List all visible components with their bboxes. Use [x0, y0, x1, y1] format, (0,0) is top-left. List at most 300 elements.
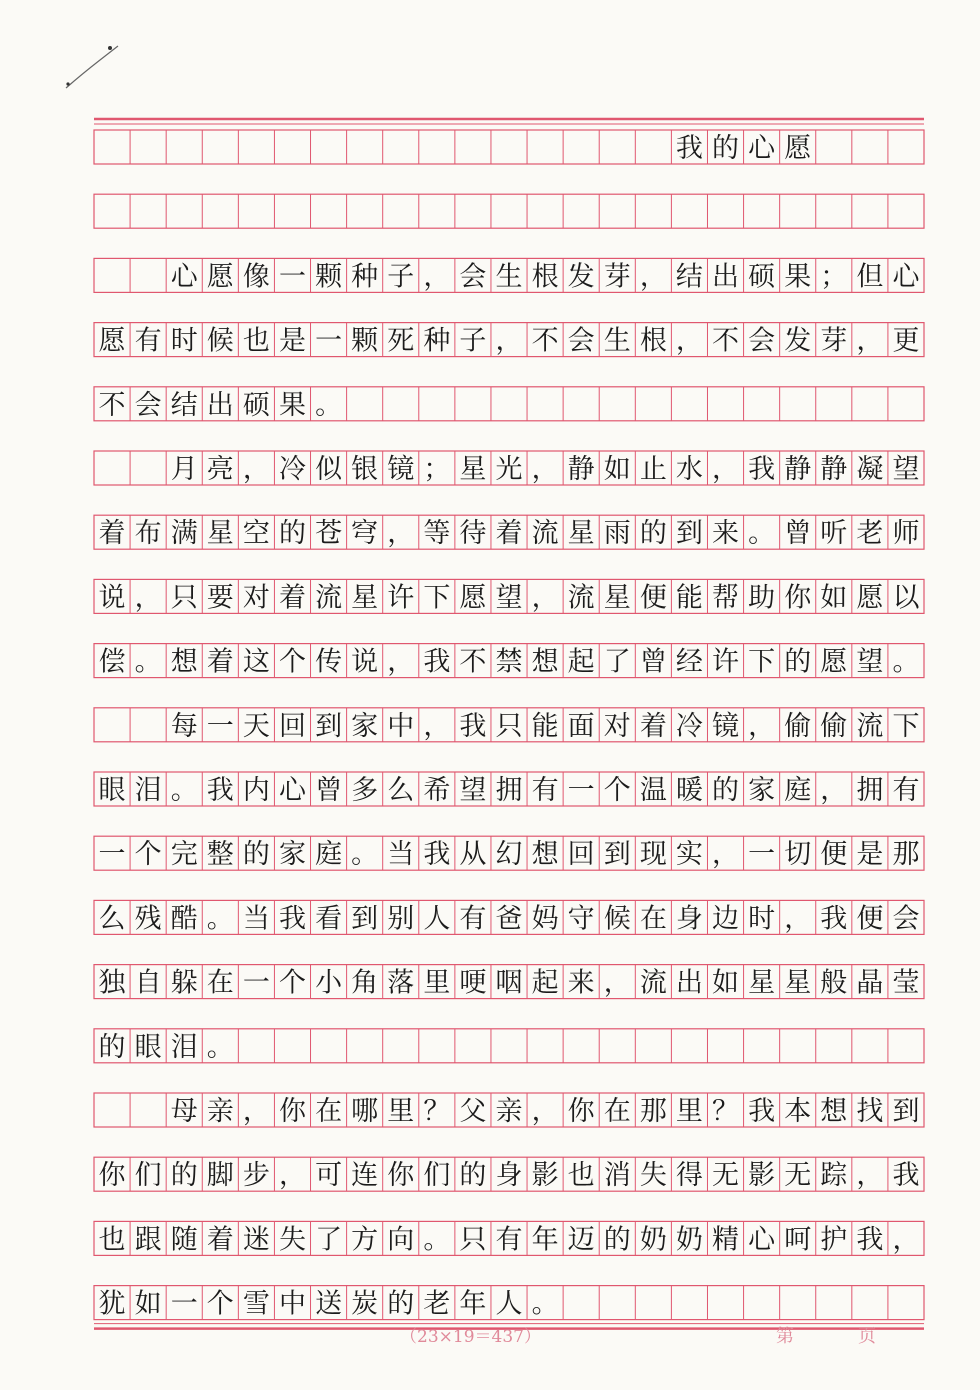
grid-char: 家 — [278, 839, 306, 871]
grid-char: 在 — [315, 1096, 343, 1127]
grid-char: 一 — [170, 1288, 198, 1320]
grid-char: 们 — [423, 1160, 451, 1192]
grid-char: 在 — [206, 967, 234, 999]
grid-char: ， — [387, 646, 415, 678]
grid-char: 看 — [315, 903, 343, 935]
grid-char: 中 — [278, 1288, 306, 1320]
grid-char: 拥 — [495, 775, 523, 806]
grid-char: 来 — [567, 967, 595, 999]
grid-char: 着 — [495, 518, 523, 550]
grid-char: 到 — [892, 1096, 920, 1127]
grid-char: 拥 — [856, 775, 884, 806]
grid-char: 得 — [675, 1160, 703, 1192]
grid-char: 了 — [315, 1224, 343, 1256]
grid-char: ？ — [712, 1096, 740, 1127]
grid-char: 你 — [784, 582, 812, 614]
grid-char: 父 — [459, 1096, 487, 1127]
grid-char: 会 — [459, 261, 487, 293]
grid-char: ， — [748, 710, 776, 742]
grid-char: 爸 — [495, 903, 523, 935]
grid-char: 你 — [98, 1160, 126, 1192]
grid-char: 心 — [748, 133, 776, 164]
grid-char: 望 — [892, 454, 920, 485]
grid-char: 是 — [278, 325, 306, 357]
grid-char: 有 — [892, 775, 920, 806]
grid-char: ， — [675, 325, 703, 357]
grid-char: 苍 — [315, 518, 343, 550]
grid-char: 光 — [495, 454, 523, 485]
grid-char: 着 — [206, 1224, 234, 1256]
grid-char: 流 — [856, 710, 884, 742]
grid-char: 般 — [820, 967, 848, 999]
grid-char: 当 — [242, 903, 270, 935]
grid-char: 水 — [675, 454, 703, 485]
grid-char: 里 — [387, 1096, 415, 1127]
grid-char: 月 — [170, 454, 198, 485]
grid-char: 亲 — [206, 1096, 234, 1127]
grid-char: 身 — [675, 903, 703, 935]
grid-char: 里 — [423, 967, 451, 999]
grid-char: 便 — [820, 839, 848, 871]
grid-char: 起 — [567, 646, 595, 678]
grid-char: 如 — [712, 967, 740, 999]
text-line — [99, 390, 343, 421]
grid-char: 我 — [423, 646, 451, 678]
grid-char: 许 — [387, 582, 415, 614]
grid-char: 你 — [387, 1160, 415, 1192]
grid-char: 守 — [567, 903, 595, 935]
grid-char: 硕 — [748, 261, 776, 293]
grid-char: 角 — [351, 967, 379, 999]
grid-char: 到 — [675, 518, 703, 550]
text-line — [99, 582, 921, 613]
grid-char: 冷 — [675, 710, 703, 742]
grid-char: 我 — [820, 903, 848, 935]
text-line — [99, 518, 920, 549]
grid-char: 迈 — [567, 1224, 595, 1256]
grid-char: 也 — [567, 1160, 595, 1192]
grid-char: 的 — [278, 518, 306, 550]
grid-char: 家 — [351, 710, 379, 742]
grid-char: 呵 — [784, 1224, 812, 1256]
grid-char: 人 — [495, 1288, 523, 1320]
grid-char: 眼 — [134, 1031, 162, 1063]
grid-char: ， — [784, 903, 812, 935]
grid-char: 望 — [495, 582, 523, 614]
grid-char: 星 — [784, 967, 812, 999]
grid-char: 心 — [170, 261, 198, 293]
grid-char: 种 — [351, 261, 379, 293]
grid-char: 也 — [242, 325, 270, 357]
grid-char: 哽 — [459, 967, 487, 999]
grid-char: 候 — [206, 325, 234, 357]
grid-char: ， — [856, 1160, 884, 1192]
text-line — [99, 1289, 559, 1320]
grid-char: 一 — [567, 775, 595, 806]
text-line — [99, 775, 920, 806]
grid-char: 。 — [170, 775, 198, 806]
grid-char: 流 — [315, 582, 343, 614]
grid-char: ， — [712, 454, 740, 485]
page-number-label — [776, 1322, 876, 1348]
grid-char: ？ — [423, 1096, 451, 1127]
grid-char: 这 — [242, 646, 270, 678]
handwritten-essay — [99, 133, 921, 1320]
grid-char: 残 — [134, 903, 162, 935]
grid-char: ， — [134, 582, 162, 614]
grid-char: 希 — [423, 775, 451, 806]
grid-char: 发 — [784, 325, 812, 357]
grid-char: 脚 — [206, 1160, 234, 1192]
grid-char: 老 — [856, 518, 884, 550]
text-line — [171, 261, 921, 292]
grid-char: 我 — [892, 1160, 920, 1192]
grid-char: ， — [387, 518, 415, 550]
grid-char: 空 — [242, 518, 270, 550]
pen-scribble-mark — [62, 40, 122, 100]
grid-char: 莹 — [892, 967, 920, 999]
grid-char: 的 — [242, 839, 270, 871]
grid-char: 我 — [675, 133, 703, 164]
grid-char: 能 — [675, 582, 703, 614]
grid-char: 有 — [134, 325, 162, 357]
grid-char: 失 — [639, 1160, 667, 1192]
grid-char: 会 — [567, 325, 595, 357]
grid-char: 连 — [351, 1160, 379, 1192]
grid-char: 望 — [856, 646, 884, 678]
grid-char: 那 — [892, 839, 920, 871]
grid-char: 里 — [675, 1096, 703, 1127]
grid-char: 犹 — [98, 1288, 126, 1320]
grid-char: 偷 — [784, 710, 812, 742]
grid-char: 那 — [639, 1096, 667, 1127]
grid-char: 愿 — [98, 325, 126, 357]
grid-char: 静 — [820, 454, 848, 485]
grid-char: 如 — [134, 1288, 162, 1320]
grid-char: 的 — [387, 1288, 415, 1320]
grid-char: 冷 — [278, 454, 306, 485]
grid-char: 果 — [278, 389, 306, 421]
grid-char: 我 — [748, 454, 776, 485]
grid-char: 消 — [603, 1160, 631, 1192]
grid-char: 酷 — [170, 903, 198, 935]
grid-char: 帮 — [712, 582, 740, 614]
grid-char: 我 — [206, 775, 234, 806]
grid-char: 不 — [531, 325, 559, 357]
grid-char: ， — [242, 1096, 270, 1127]
grid-char: 我 — [459, 710, 487, 742]
grid-char: 身 — [495, 1160, 523, 1192]
grid-char: 一 — [278, 261, 306, 293]
grid-char: 镜 — [387, 454, 415, 485]
grid-char: 子 — [459, 325, 487, 357]
grid-char: 望 — [459, 775, 487, 806]
text-line — [99, 968, 920, 999]
grid-char: 你 — [278, 1096, 306, 1127]
grid-char: 只 — [495, 710, 523, 742]
grid-char: 到 — [603, 839, 631, 871]
grid-char: 们 — [134, 1160, 162, 1192]
grid-char: 可 — [315, 1160, 343, 1192]
grid-char: 的 — [639, 518, 667, 550]
grid-char: ； — [423, 454, 451, 485]
grid-char: 一 — [242, 967, 270, 999]
grid-char: 禁 — [495, 646, 523, 678]
grid-char: 星 — [603, 582, 631, 614]
grid-char: 步 — [242, 1160, 270, 1192]
grid-char: 到 — [315, 710, 343, 742]
grid-char: 暖 — [675, 775, 703, 806]
grid-char: 对 — [603, 710, 631, 742]
grid-char: 个 — [278, 646, 306, 678]
grid-char: 愿 — [459, 582, 487, 614]
grid-char: 回 — [567, 839, 595, 871]
grid-char: 许 — [712, 646, 740, 678]
text-line — [99, 326, 920, 357]
grid-char: 的 — [784, 646, 812, 678]
grid-char: 晶 — [856, 967, 884, 999]
grid-char: 老 — [423, 1288, 451, 1320]
grid-char: 我 — [748, 1096, 776, 1127]
grid-char: ， — [639, 261, 667, 293]
grid-char: ， — [278, 1160, 306, 1192]
grid-char: 哪 — [351, 1096, 379, 1127]
grid-char: 不 — [712, 325, 740, 357]
grid-char: 星 — [748, 967, 776, 999]
grid-char: 一 — [98, 839, 126, 871]
grid-char: 母 — [170, 1096, 198, 1127]
grid-char: 但 — [856, 261, 884, 293]
grid-char: 似 — [315, 454, 343, 485]
grid-char: 心 — [748, 1224, 776, 1256]
grid-char: 是 — [856, 839, 884, 871]
grid-char: 来 — [712, 518, 740, 550]
grid-char: 助 — [748, 582, 776, 614]
grid-char: 曾 — [784, 518, 812, 550]
grid-char: 迷 — [242, 1224, 270, 1256]
grid-char: 满 — [170, 518, 198, 550]
grid-char: 静 — [784, 454, 812, 485]
grid-char: 愿 — [206, 261, 234, 293]
grid-char: 炭 — [351, 1288, 379, 1320]
grid-char: 从 — [459, 839, 487, 871]
grid-char: 么 — [387, 775, 415, 806]
grid-char: 流 — [567, 582, 595, 614]
grid-char: 想 — [531, 839, 559, 871]
grid-char: 也 — [98, 1224, 126, 1256]
grid-char: 便 — [856, 903, 884, 935]
grid-char: 当 — [387, 839, 415, 871]
grid-char: 的 — [98, 1031, 126, 1063]
grid-char: 亮 — [206, 454, 234, 485]
grid-char: 了 — [603, 646, 631, 678]
grid-char: 着 — [639, 710, 667, 742]
grid-char: ， — [712, 839, 740, 871]
grid-row — [94, 194, 924, 228]
grid-char: 雪 — [242, 1288, 270, 1320]
grid-char: 经 — [675, 646, 703, 678]
grid-char: 不 — [459, 646, 487, 678]
grid-char: 凝 — [856, 454, 884, 485]
grid-char: 别 — [387, 903, 415, 935]
grid-char: 每 — [170, 710, 198, 742]
grid-char: 幻 — [495, 839, 523, 871]
grid-char: 以 — [892, 582, 920, 614]
grid-char: 。 — [351, 839, 379, 871]
grid-char: 止 — [639, 454, 667, 485]
grid-char: 芽 — [603, 261, 631, 293]
grid-char: 待 — [459, 518, 487, 550]
grid-char: 如 — [820, 582, 848, 614]
grid-char: 听 — [820, 518, 848, 550]
grid-char: 星 — [206, 518, 234, 550]
grid-char: 跟 — [134, 1224, 162, 1256]
grid-char: 流 — [531, 518, 559, 550]
grid-char: 本 — [784, 1096, 812, 1127]
grid-char: 的 — [712, 133, 740, 164]
grid-char: 躲 — [170, 967, 198, 999]
grid-char: 失 — [278, 1224, 306, 1256]
grid-char: 整 — [206, 839, 234, 871]
grid-char: 心 — [892, 261, 920, 293]
grid-char: 现 — [639, 839, 667, 871]
grid-char: 只 — [170, 582, 198, 614]
grid-char: 便 — [639, 582, 667, 614]
grid-char: 出 — [712, 261, 740, 293]
page-prefix: 第 — [776, 1326, 794, 1347]
grid-char: 说 — [98, 582, 126, 614]
grid-char: 如 — [603, 454, 631, 485]
grid-char: 切 — [784, 839, 812, 871]
grid-char: 实 — [675, 839, 703, 871]
grid-char: 独 — [98, 967, 126, 999]
grid-char: 结 — [170, 389, 198, 421]
grid-char: ， — [603, 967, 631, 999]
grid-char: 一 — [206, 710, 234, 742]
grid-char: 无 — [712, 1160, 740, 1192]
grid-char: 候 — [603, 903, 631, 935]
grid-char: 泪 — [170, 1031, 198, 1063]
grid-char: 一 — [748, 839, 776, 871]
grid-char: ， — [531, 454, 559, 485]
grid-char: 子 — [387, 261, 415, 293]
grid-char: 颗 — [351, 325, 379, 357]
grid-char: 曾 — [639, 646, 667, 678]
grid-char: 要 — [206, 582, 234, 614]
grid-char: ， — [892, 1224, 920, 1256]
grid-char: 边 — [712, 903, 740, 935]
grid-char: 我 — [856, 1224, 884, 1256]
text-line — [99, 903, 920, 934]
grid-char: 死 — [387, 325, 415, 357]
grid-char: 等 — [423, 518, 451, 550]
grid-char: 根 — [639, 325, 667, 357]
grid-char: 银 — [351, 454, 379, 485]
grid-char: 想 — [531, 646, 559, 678]
grid-char: 像 — [242, 261, 270, 293]
grid-char: 找 — [856, 1096, 884, 1127]
grid-char: 流 — [639, 967, 667, 999]
grid-char: 结 — [675, 261, 703, 293]
grid-char: 果 — [784, 261, 812, 293]
grid-char: 庭 — [315, 839, 343, 871]
grid-char: ， — [531, 1096, 559, 1127]
grid-char: 星 — [567, 518, 595, 550]
grid-char: ， — [495, 325, 523, 357]
grid-char: 完 — [170, 839, 198, 871]
grid-char: 的 — [603, 1224, 631, 1256]
text-line — [99, 647, 920, 678]
grid-char: 小 — [315, 967, 343, 999]
grid-char: 想 — [820, 1096, 848, 1127]
grid-char: 时 — [748, 903, 776, 935]
grid-char: 愿 — [820, 646, 848, 678]
grid-char: 偷 — [820, 710, 848, 742]
grid-char: 一 — [315, 325, 343, 357]
grid-char: ， — [423, 710, 451, 742]
grid-char: 愿 — [856, 582, 884, 614]
grid-char: 曾 — [315, 775, 343, 806]
grid-char: 着 — [98, 518, 126, 550]
grid-char: 起 — [531, 967, 559, 999]
grid-char: 到 — [351, 903, 379, 935]
grid-char: 更 — [892, 325, 920, 357]
grid-char: 庭 — [784, 775, 812, 806]
grid-char: 在 — [603, 1096, 631, 1127]
grid-char: 家 — [748, 775, 776, 806]
grid-char: 。 — [423, 1224, 451, 1256]
grid-char: 种 — [423, 325, 451, 357]
grid-char: 个 — [206, 1288, 234, 1320]
grid-char: 镜 — [712, 710, 740, 742]
grid-char: 有 — [531, 775, 559, 806]
grid-char: 。 — [206, 903, 234, 935]
grid-char: 愿 — [784, 133, 812, 164]
text-line — [171, 454, 920, 485]
grid-char: 传 — [315, 646, 343, 678]
grid-char: 心 — [278, 775, 306, 806]
grid-char: 星 — [459, 454, 487, 485]
grid-char: 落 — [387, 967, 415, 999]
grid-char: 影 — [531, 1160, 559, 1192]
grid-char: ， — [242, 454, 270, 485]
grid-char: 自 — [134, 967, 162, 999]
grid-char: 出 — [675, 967, 703, 999]
grid-char: 奶 — [639, 1224, 667, 1256]
grid-char: 硕 — [242, 389, 270, 421]
text-line — [99, 1224, 920, 1255]
grid-char: 对 — [242, 582, 270, 614]
grid-char: 生 — [495, 261, 523, 293]
grid-char: 个 — [278, 967, 306, 999]
grid-char: 个 — [603, 775, 631, 806]
grid-char: 只 — [459, 1224, 487, 1256]
grid-char: 个 — [134, 839, 162, 871]
grid-char: 影 — [748, 1160, 776, 1192]
grid-char: ， — [531, 582, 559, 614]
grid-char: 星 — [351, 582, 379, 614]
grid-char: 送 — [315, 1288, 343, 1320]
grid-char: 能 — [531, 710, 559, 742]
grid-char: 会 — [748, 325, 776, 357]
grid-char: 会 — [134, 389, 162, 421]
grid-char: 发 — [567, 261, 595, 293]
grid-char: 有 — [495, 1224, 523, 1256]
grid-char: ， — [820, 775, 848, 806]
grid-char: 。 — [206, 1031, 234, 1063]
grid-char: ； — [820, 261, 848, 293]
grid-char: 下 — [748, 646, 776, 678]
